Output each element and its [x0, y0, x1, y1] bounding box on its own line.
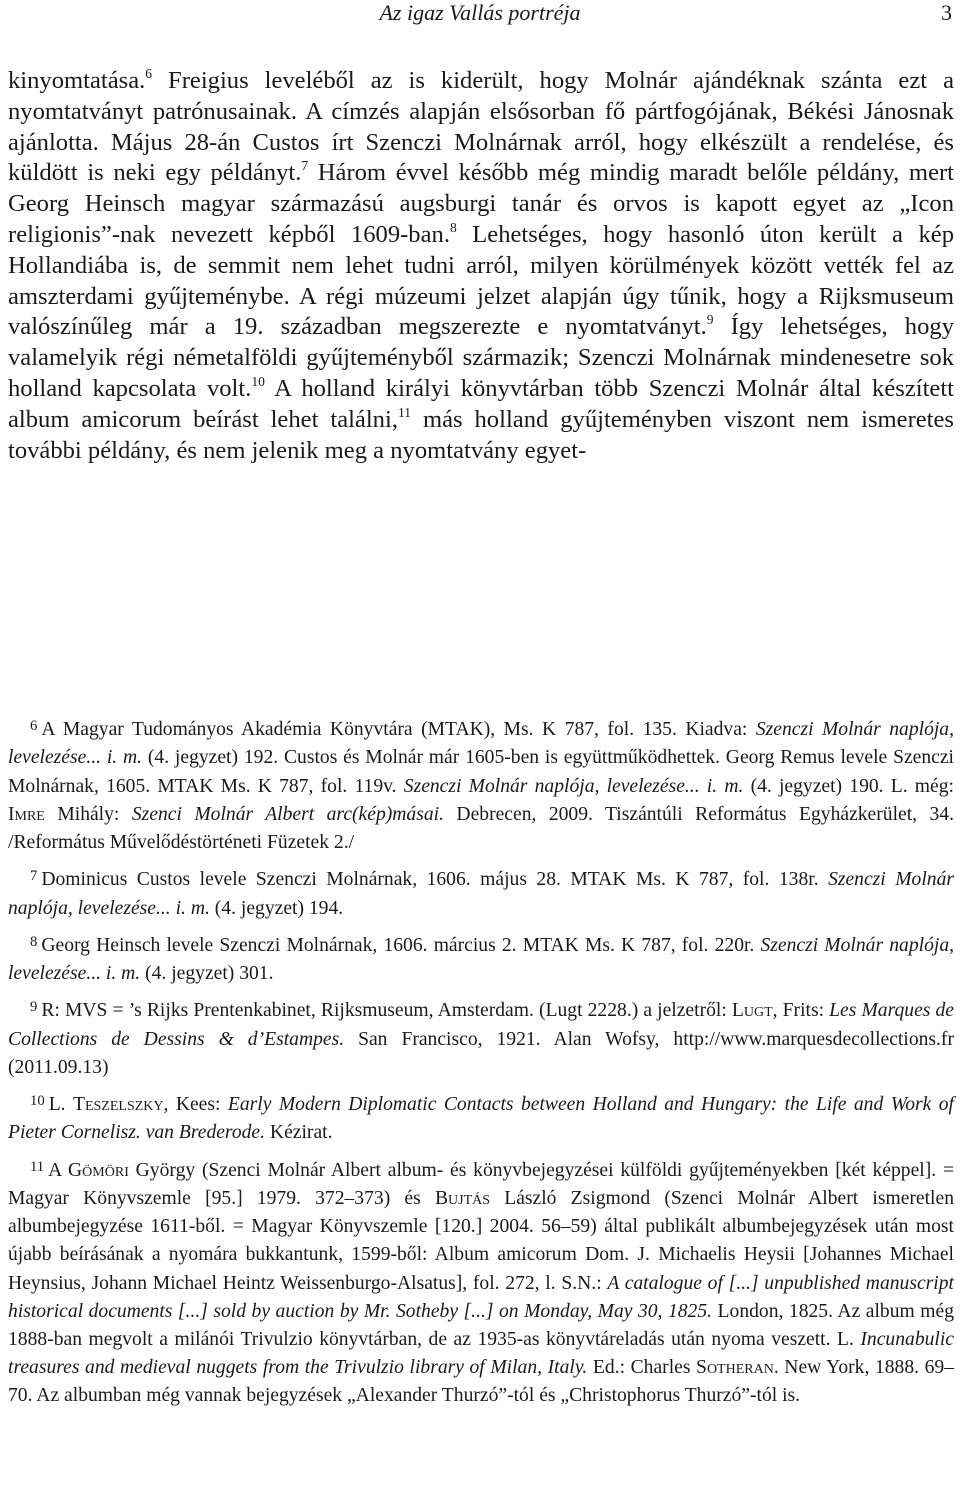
text-run: A	[48, 1159, 69, 1181]
running-title: Az igaz Vallás portréja	[379, 0, 581, 25]
footnote-ref-6[interactable]: 6	[145, 65, 153, 81]
footnotes	[8, 712, 954, 1416]
footnote-number: 8	[30, 933, 38, 950]
italic-title: Szenczi Molnár naplója, levelezése... i. m.	[8, 869, 954, 919]
text-run: Ed.: Charles	[587, 1357, 697, 1379]
footnote-number: 7	[30, 868, 38, 885]
text-run: Dominicus Custos levele Szenczi Molnárnak, 1606. május 28. MTAK Ms. K 787, fol. 138r.	[41, 869, 829, 891]
text-run: Debrecen, 2009. Tiszántúli Református Egyházkerület, 34. /Református Művelődéstörténeti Füzetek 2./	[8, 803, 955, 853]
text-run: Így lehetséges, hogy valamelyik régi németalföldi gyűjteményből származik; Szenczi Molnárnak mindenesetre sok holland kapcsolata volt.	[8, 313, 954, 402]
footnote-ref-7[interactable]: 7	[301, 158, 309, 174]
author-name: Sotheran	[696, 1357, 774, 1379]
footnote-6	[8, 712, 954, 857]
text-run: Kézirat.	[265, 1122, 333, 1144]
text-run: György (Szenci Molnár Albert album- és könyvbejegyzései külföldi gyűjteményekben [két képpel]. = Magyar Könyvszemle [95.] 1979. 372–373) és	[8, 1159, 955, 1209]
text-run: Lehetséges, hogy hasonló úton került a kép Hollandiába is, de semmit nem lehet tudni arról, milyen körülmények között vették fel az amszterdami gyűjteménybe. A régi múzeumi jelzet alapján úgy tűnik, hogy a Rijksmuseum valószínűleg már a 19. században megszerezte e nyomtatványt.	[8, 220, 955, 341]
text-run: más holland gyűjteményben viszont nem ismeretes további példány, és nem jelenik meg a nyomtatvány egyet-	[8, 405, 954, 464]
italic-title: Les Marques de Collections de Dessins & d’Estampes.	[8, 1000, 954, 1050]
author-name: Imre	[8, 803, 45, 825]
text-run: Freigius leveléből az is kiderült, hogy Molnár ajándéknak szánta ezt a nyomtatványt patrónusainak. A címzés alapján elsősorban fő pártfogójának, Békési Jánosnak ajánlotta. Május 28-án Custos írt Szenczi Molnárnak arról, hogy elkészült a rendelése, és küldött is neki egy példányt.	[8, 67, 954, 187]
main-text	[8, 66, 954, 466]
text-run: (4. jegyzet) 190. L. még:	[743, 775, 954, 797]
text-run: A holland királyi könyvtárban több Szenczi Molnár által készített album amicorum beírást lehet találni,	[8, 374, 955, 433]
text-run: , Frits:	[772, 1000, 830, 1022]
text-run: , Kees:	[163, 1094, 228, 1116]
text-run: . New York, 1888. 69–70. Az albumban még vannak bejegyzések „Alexander Thurzó”-tól és „Christophorus Thurzó”-tól is.	[8, 1357, 954, 1407]
text-run: Három évvel később még mindig maradt belőle példány, mert Georg Heinsch magyar származású augsburgi tanár és orvos is kapott egyet az „Icon religionis”-nak nevezett képből 1609-ban.	[8, 159, 955, 248]
footnote-8	[8, 928, 954, 989]
author-name: Bujtás	[434, 1187, 491, 1209]
italic-title: Incunabulic treasures and medieval nuggets from the Trivulzio library of Milan, Italy.	[8, 1328, 954, 1379]
text-run: (4. jegyzet) 192. Custos és Molnár már 1605-ben is együttműködhettek. Georg Remus levele Szenczi Molnárnak, 1605. MTAK Ms. K 787, fol. 119v.	[8, 747, 955, 797]
italic-title: A catalogue of [...] unpublished manuscript historical documents [...] sold by auction by Mr. Sotheby [...] on Monday, May 30, 1825.	[8, 1272, 954, 1322]
text-run: Georg Heinsch levele Szenczi Molnárnak, 1606. március 2. MTAK Ms. K 787, fol. 220r.	[41, 934, 761, 956]
italic-title: Szenczi Molnár naplója, levelezése... i. m.	[8, 719, 955, 769]
text-run: (4. jegyzet) 194.	[209, 897, 344, 919]
footnote-10	[8, 1087, 954, 1148]
text-run: (4. jegyzet) 301.	[140, 963, 274, 985]
page-header	[8, 0, 952, 30]
text-run: kinyomtatása.	[8, 67, 146, 94]
footnote-number: 9	[30, 999, 38, 1016]
text-run: Mihály:	[44, 803, 132, 825]
text-run: San Francisco, 1921. Alan Wofsy, http://www.marquesdecollections.fr (2011.09.13)	[8, 1028, 954, 1078]
body-paragraph	[8, 66, 954, 466]
footnote-9	[8, 993, 954, 1082]
text-run: László Zsigmond (Szenci Molnár Albert ismeretlen albumbejegyzése 1611-ből. = Magyar Könyvszemle [120.] 2004. 56–59) által publikált albumbejegyzések után most újabb beírásának a nyomára bukkantunk, 1599-ből: Album amicorum Dom. J. Michaelis Heysii [Johannes Michael Heynsius, Johann Michael Heintz Weissenburgo-Alsatus], fol. 272, l. S.N.:	[8, 1187, 954, 1294]
italic-title: Szenczi Molnár naplója, levelezése... i. m.	[8, 934, 955, 985]
page-number: 3	[941, 0, 952, 25]
author-name: Gömöri	[68, 1159, 129, 1181]
footnote-ref-8[interactable]: 8	[449, 219, 457, 235]
footnote-11	[8, 1153, 954, 1411]
author-name: Lugt	[731, 1000, 773, 1022]
text-run: A Magyar Tudományos Akadémia Könyvtára (MTAK), Ms. K 787, fol. 135. Kiadva:	[41, 719, 756, 741]
footnote-ref-10[interactable]: 10	[251, 373, 265, 389]
footnote-ref-11[interactable]: 11	[397, 404, 411, 420]
footnote-7	[8, 862, 954, 923]
author-name: Teszelszky	[72, 1094, 164, 1116]
footnote-ref-9[interactable]: 9	[706, 312, 714, 328]
text-run: R: MVS = ’s Rijks Prentenkabinet, Rijksmuseum, Amsterdam. (Lugt 2228.) a jelzetről:	[41, 1000, 732, 1022]
footnote-number: 10	[30, 1093, 45, 1109]
italic-title: Szenci Molnár Albert arc(kép)másai.	[131, 803, 444, 825]
text-run: L.	[48, 1094, 73, 1116]
italic-title: Szenczi Molnár naplója, levelezése... i. m.	[403, 775, 744, 797]
text-run: London, 1825. Az album még 1888-ban megvolt a milánói Trivulzio könyvtárban, de az 1935-as könyvtáreladás után nyoma veszett. L.	[8, 1300, 954, 1350]
footnote-number: 11	[30, 1158, 45, 1175]
footnote-number: 6	[30, 718, 38, 734]
italic-title: Early Modern Diplomatic Contacts between Holland and Hungary: the Life and Work of Pieter Cornelisz. van Brederode.	[8, 1094, 955, 1144]
